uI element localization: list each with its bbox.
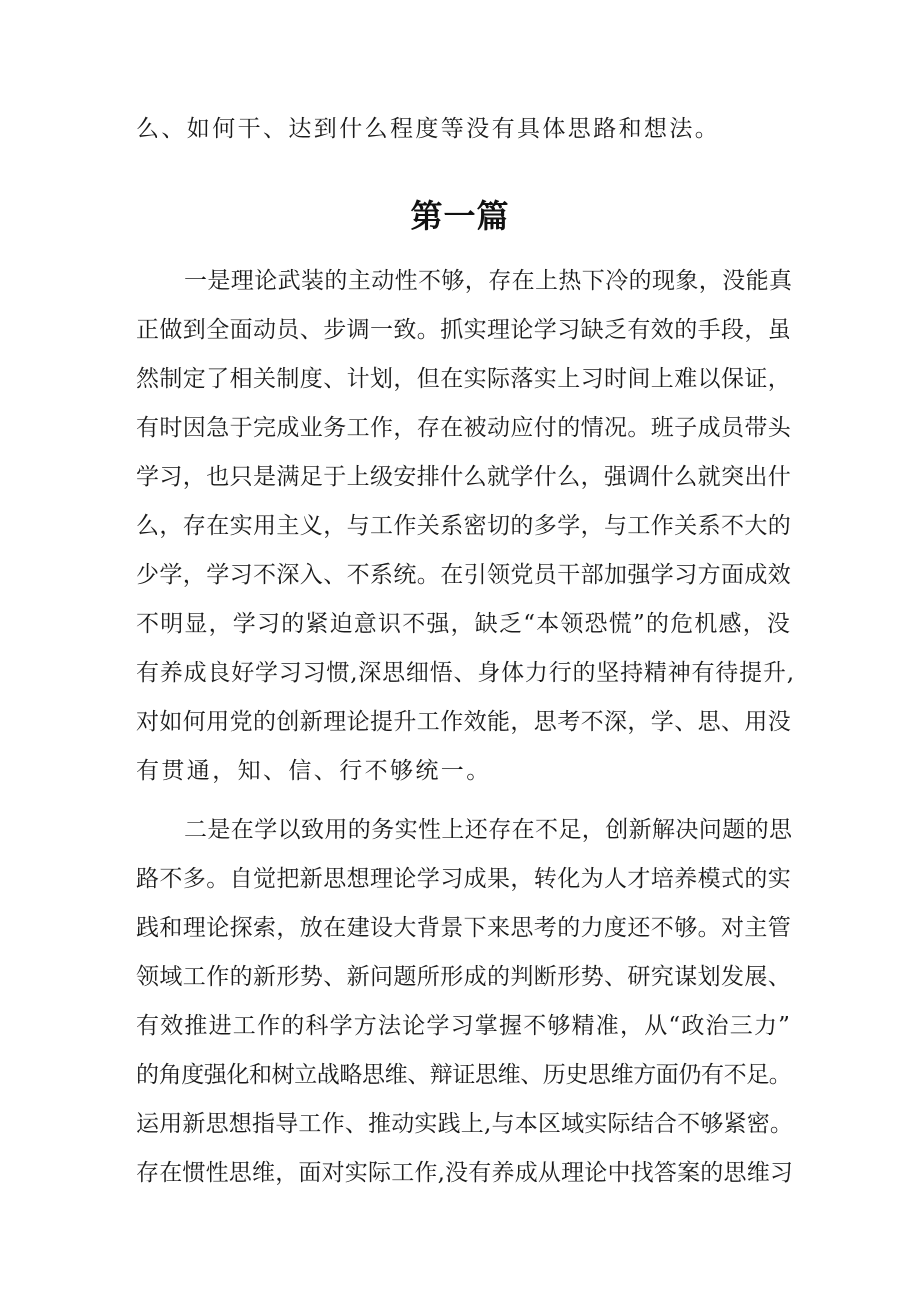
paragraph-line: 学习，也只是满足于上级安排什么就学什么，强调什么就突出什 (136, 464, 792, 490)
paragraph-line: 存在惯性思维，面对实际工作,没有养成从理论中找答案的思维习 (136, 1160, 794, 1186)
paragraph-line: 有养成良好学习习惯,深思细悟、身体力行的坚持精神有待提升, (136, 660, 795, 686)
paragraph-line: 践和理论探索，放在建设大背景下来思考的力度还不够。对主管 (136, 915, 792, 941)
paragraph-line: 然制定了相关制度、计划，但在实际落实上习时间上难以保证， (136, 366, 792, 392)
paragraph-line: 少学，学习不深入、不系统。在引领党员干部加强学习方面成效 (136, 562, 792, 588)
paragraph-line: 正做到全面动员、步调一致。抓实理论学习缺乏有效的手段，虽 (136, 317, 792, 343)
paragraph-line: 二是在学以致用的务实性上还存在不足，创新解决问题的思 (184, 817, 793, 843)
paragraph-line: 么，存在实用主义，与工作关系密切的多学，与工作关系不大的 (136, 513, 792, 539)
paragraph-line: 不明显，学习的紧迫意识不强，缺乏“本领恐慌”的危机感，没 (136, 611, 792, 637)
paragraph-line: 的角度强化和树立战略思维、辩证思维、历史思维方面仍有不足。 (136, 1062, 792, 1088)
paragraph-line: 有贯通，知、信、行不够统一。 (136, 758, 492, 784)
paragraph-line: 领域工作的新形势、新问题所形成的判断形势、研究谋划发展、 (136, 964, 792, 990)
section-title: 第一篇 (410, 197, 510, 235)
paragraph-line: 有时因急于完成业务工作，存在被动应付的情况。班子成员带头 (136, 415, 792, 441)
paragraph-line: 一是理论武装的主动性不够，存在上热下冷的现象，没能真 (184, 268, 793, 294)
paragraph-line: 有效推进工作的科学方法论学习掌握不够精准，从“政治三力” (136, 1013, 792, 1039)
paragraph-line: 运用新思想指导工作、推动实践上,与本区域实际结合不够紧密。 (136, 1111, 794, 1137)
carryover-line: 么、如何干、达到什么程度等没有具体思路和想法。 (136, 116, 721, 142)
paragraph-line: 对如何用党的创新理论提升工作效能，思考不深，学、思、用没 (136, 709, 792, 735)
paragraph-line: 路不多。自觉把新思想理论学习成果，转化为人才培养模式的实 (136, 866, 792, 892)
